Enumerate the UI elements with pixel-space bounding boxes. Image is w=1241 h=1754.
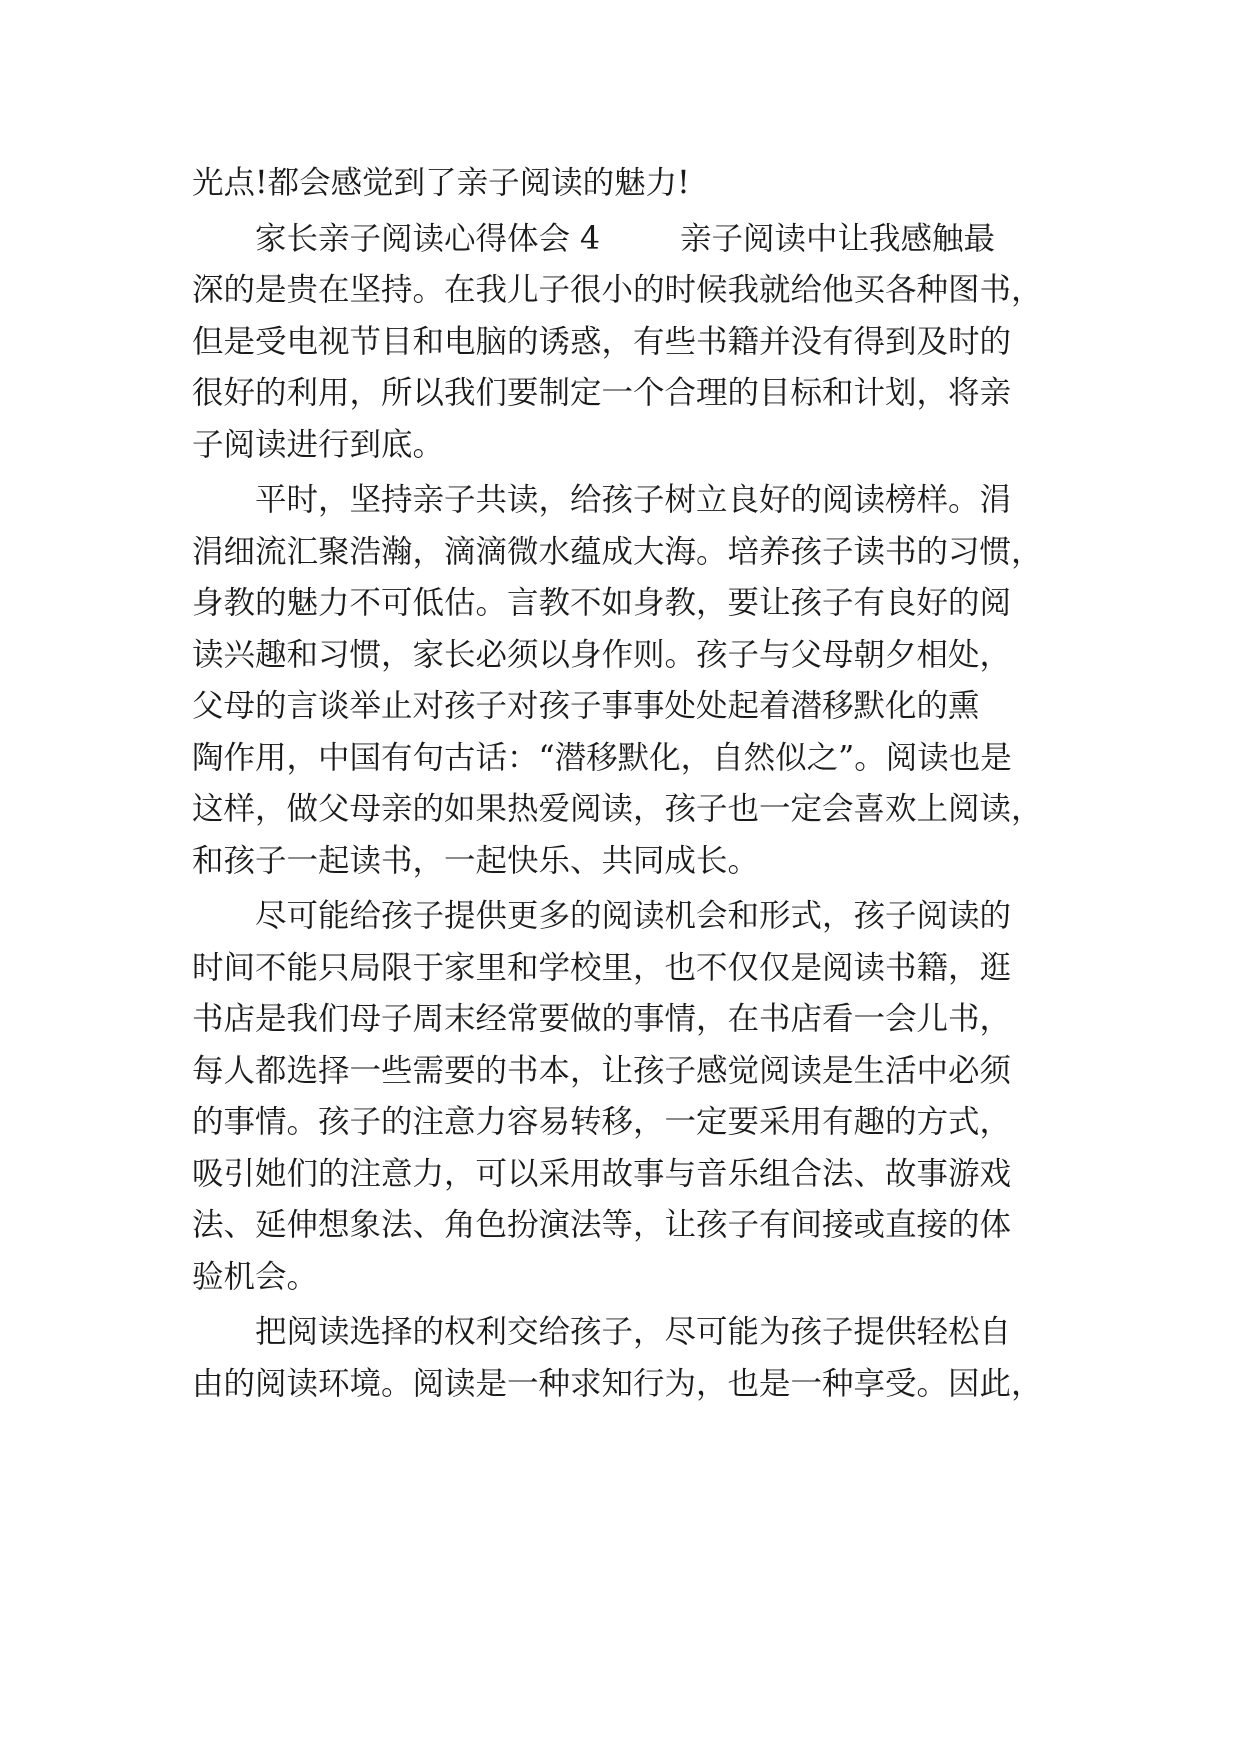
text-line: 尽可能给孩子提供更多的阅读机会和形式，孩子阅读的 <box>255 898 1012 934</box>
text-line: 陶作用，中国有句古话：“潜移默化，自然似之”。阅读也是 <box>192 739 1012 776</box>
heading-line-text: 亲子阅读中让我感触最 <box>680 220 996 257</box>
section-heading: 家长亲子阅读心得体会 <box>255 220 571 257</box>
text-line: 身教的魅力不可低估。言教不如身教，要让孩子有良好的阅 <box>192 585 1012 621</box>
text-line: 每人都选择一些需要的书本，让孩子感觉阅读是生活中必须 <box>192 1052 1012 1089</box>
text-line: 但是受电视节目和电脑的诱惑，有些书籍并没有得到及时的 <box>192 323 1012 360</box>
paragraph-continuation <box>192 158 1092 210</box>
section-number: 4 <box>580 220 601 257</box>
text-line: 父母的言谈举止对孩子对孩子事事处处起着潜移默化的熏 <box>192 688 980 724</box>
text-line: 读兴趣和习惯，家长必须以身作则。孩子与父母朝夕相处， <box>192 636 1012 673</box>
text-line: 涓细流汇聚浩瀚，滴滴微水蕴成大海。培养孩子读书的习惯， <box>192 533 1043 570</box>
heading-line <box>192 214 1092 266</box>
paragraph <box>192 475 1092 887</box>
text-line: 很好的利用，所以我们要制定一个合理的目标和计划，将亲 <box>192 375 1012 411</box>
paragraph-section-4 <box>192 214 1092 472</box>
text-line: 子阅读进行到底。 <box>192 426 445 463</box>
document-body <box>192 158 1092 1410</box>
text-line: 的事情。孩子的注意力容易转移，一定要采用有趣的方式， <box>192 1104 1012 1140</box>
text-line: 这样，做父母亲的如果热爱阅读，孩子也一定会喜欢上阅读， <box>192 791 1043 827</box>
text-line: 把阅读选择的权利交给孩子，尽可能为孩子提供轻松自 <box>255 1314 1012 1350</box>
text-line: 吸引她们的注意力，可以采用故事与音乐组合法、故事游戏 <box>192 1155 1012 1192</box>
text-line: 验机会。 <box>192 1258 319 1295</box>
text-line: 深的是贵在坚持。在我儿子很小的时候我就给他买各种图书， <box>192 272 1043 308</box>
text-line: 平时，坚持亲子共读，给孩子树立良好的阅读榜样。涓 <box>255 482 1012 518</box>
text-line: 光点!都会感觉到了亲子阅读的魅力! <box>192 165 690 201</box>
paragraph <box>192 1307 1092 1410</box>
text-line: 和孩子一起读书，一起快乐、共同成长。 <box>192 842 760 879</box>
paragraph <box>192 891 1092 1303</box>
text-line: 法、延伸想象法、角色扮演法等，让孩子有间接或直接的体 <box>192 1207 1012 1243</box>
text-line: 时间不能只局限于家里和学校里，也不仅仅是阅读书籍，逛 <box>192 949 1012 986</box>
text-line: 书店是我们母子周末经常要做的事情，在书店看一会儿书， <box>192 1001 1012 1037</box>
text-line: 由的阅读环境。阅读是一种求知行为，也是一种享受。因此， <box>192 1365 1043 1402</box>
